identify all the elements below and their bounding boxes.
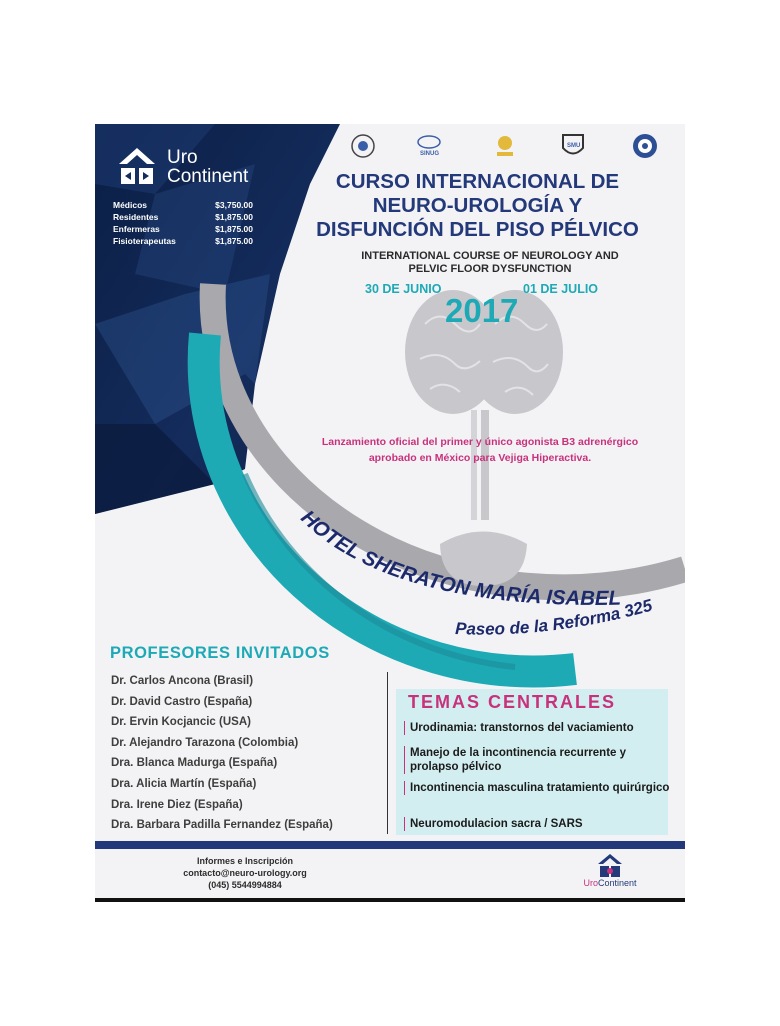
footer-logo-text bbox=[575, 878, 645, 888]
brand-name-line2: Continent bbox=[167, 166, 249, 187]
sponsor-label-smu: SMU bbox=[567, 143, 581, 149]
bottom-rule bbox=[95, 898, 685, 902]
tema-item: Manejo de la incontinencia recurrente y prolapso pélvico bbox=[404, 746, 672, 774]
professors-list bbox=[111, 671, 396, 836]
title-line: CURSO INTERNACIONAL DE bbox=[335, 170, 620, 193]
contact-phone: (045) 5544994884 bbox=[208, 880, 282, 890]
price-amount: $1,875.00 bbox=[215, 212, 253, 222]
price-label: Fisioterapeutas bbox=[113, 236, 176, 246]
footer-bar bbox=[95, 841, 685, 849]
price-label: Enfermeras bbox=[113, 224, 160, 234]
title-line: NEURO-UROLOGÍA Y bbox=[372, 194, 583, 217]
contact-email: contacto@neuro-urology.org bbox=[183, 868, 307, 878]
price-row bbox=[113, 211, 253, 223]
price-amount: $1,875.00 bbox=[215, 236, 253, 246]
footer-logo-part2: Continent bbox=[597, 878, 637, 888]
sponsor-logo-5-icon bbox=[631, 132, 659, 160]
urocontinent-logo bbox=[115, 146, 275, 186]
price-row bbox=[113, 199, 253, 211]
sponsor-label-sinug: SINUG bbox=[420, 151, 440, 157]
subtitle-line: INTERNATIONAL COURSE OF NEUROLOGY AND bbox=[361, 250, 619, 262]
sponsor-logo-1-icon bbox=[349, 132, 377, 160]
professor-item: Dr. David Castro (España) bbox=[111, 695, 253, 708]
tema-item: Incontinencia masculina tratamiento quirúrgico bbox=[404, 781, 672, 795]
professors-heading: PROFESORES INVITADOS bbox=[110, 644, 330, 662]
professor-item: Dr. Alejandro Tarazona (Colombia) bbox=[111, 736, 299, 749]
launch-announcement bbox=[280, 434, 680, 466]
sponsor-logos bbox=[343, 132, 663, 164]
price-label: Residentes bbox=[113, 212, 159, 222]
professor-item: Dra. Barbara Padilla Fernandez (España) bbox=[111, 819, 333, 832]
footer-urocontinent-logo bbox=[575, 852, 645, 892]
professor-item: Dra. Alicia Martín (España) bbox=[111, 777, 257, 790]
hotel-address: Paseo de la Reforma 325 bbox=[454, 595, 655, 639]
subtitle-line: PELVIC FLOOR DYSFUNCTION bbox=[408, 263, 572, 275]
end-date: 01 DE JULIO bbox=[523, 282, 599, 296]
hotel-name: HOTEL SHERATON MARÍA ISABEL bbox=[296, 505, 622, 610]
tema-item: Urodinamia: transtornos del vaciamiento bbox=[404, 721, 672, 735]
sponsor-logo-3-icon bbox=[491, 132, 519, 160]
price-list bbox=[113, 199, 253, 247]
price-row bbox=[113, 223, 253, 235]
price-row bbox=[113, 235, 253, 247]
price-amount: $3,750.00 bbox=[215, 200, 253, 210]
price-label: Médicos bbox=[113, 200, 148, 210]
title-line: DISFUNCIÓN DEL PISO PÉLVICO bbox=[316, 218, 639, 241]
price-amount: $1,875.00 bbox=[215, 224, 253, 234]
launch-line: aprobado en México para Vejiga Hiperactiva. bbox=[368, 452, 592, 464]
contact-info bbox=[155, 855, 335, 891]
temas-heading: TEMAS CENTRALES bbox=[408, 692, 617, 712]
column-divider bbox=[387, 672, 388, 834]
brand-name-line1: Uro bbox=[167, 147, 198, 168]
poster bbox=[95, 124, 685, 902]
professor-item: Dra. Blanca Madurga (España) bbox=[111, 757, 278, 770]
tema-item: Neuromodulacion sacra / SARS bbox=[404, 817, 672, 831]
temas-centrales-box bbox=[396, 689, 668, 835]
professor-item: Dr. Carlos Ancona (Brasil) bbox=[111, 675, 254, 687]
footer-logo-part1: Uro bbox=[583, 878, 598, 888]
start-date: 30 DE JUNIO bbox=[365, 282, 442, 296]
course-subtitle bbox=[330, 250, 650, 276]
course-title bbox=[280, 170, 675, 242]
urocontinent-logo-icon bbox=[115, 146, 159, 186]
launch-line: Lanzamiento oficial del primer y único agonista B3 adrenérgico bbox=[321, 436, 639, 448]
event-year: 2017 bbox=[445, 292, 519, 329]
contact-heading: Informes e Inscripción bbox=[196, 856, 294, 866]
footer-logo-icon bbox=[575, 852, 645, 878]
professor-item: Dr. Ervin Kocjancic (USA) bbox=[111, 716, 251, 729]
professor-item: Dra. Irene Diez (España) bbox=[111, 798, 243, 811]
